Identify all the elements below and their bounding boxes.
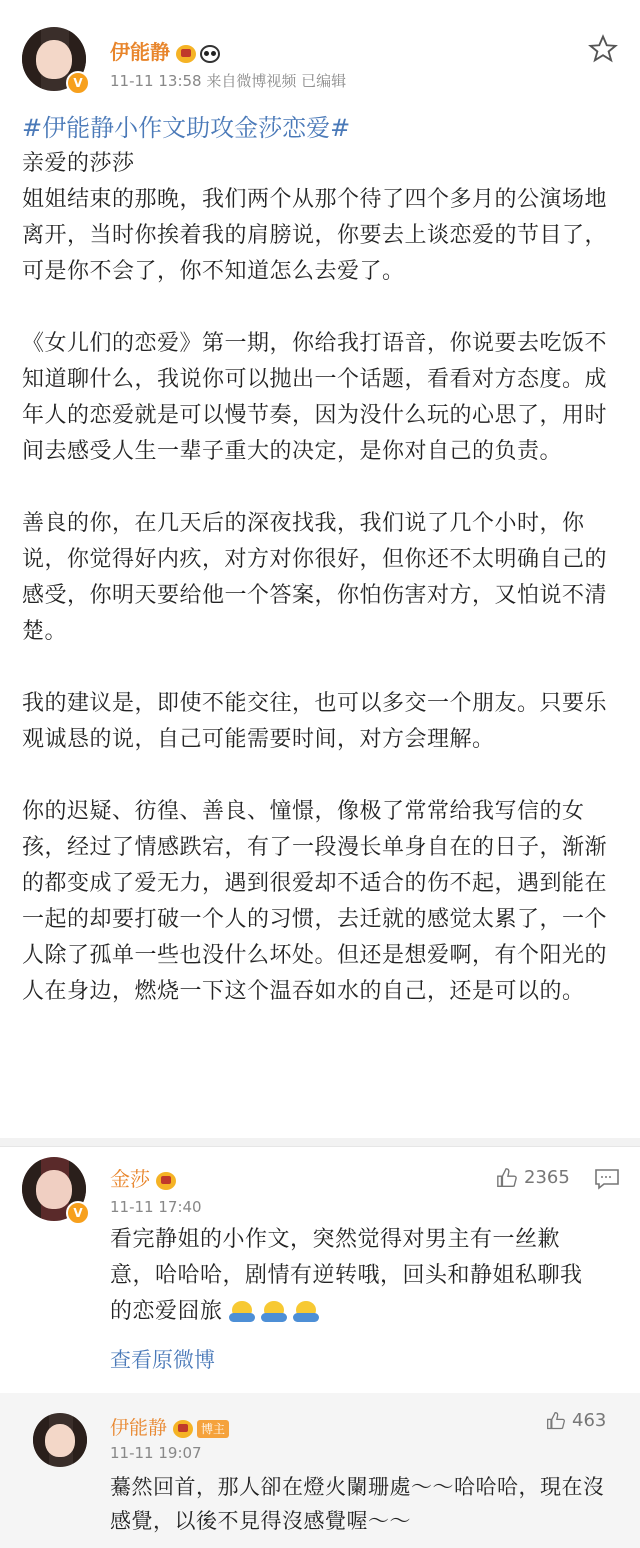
reply-avatar[interactable] xyxy=(33,1413,87,1467)
verified-icon: V xyxy=(66,1201,90,1225)
emoji-icon xyxy=(229,1301,255,1323)
comment-author[interactable] xyxy=(110,1163,176,1192)
reply-author[interactable] xyxy=(110,1413,229,1440)
post-body: 亲爱的莎莎 姐姐结束的那晚，我们两个从那个待了四个多月的公演场地离开，当时你挨着我的肩膀说，你要去上谈恋爱的节目了，可是你不会了，你不知道怎么去爱了。 《女儿们的恋爱》第一期，你给我打语音，你说要去吃饭不知道聊什么，我说你可以抛出一个话题，看看对方态度。成年人的恋爱就是可以慢节奏，因为没什么玩的心思了，用时间去感受人生一辈子重大的决定，是你对自己的负责。 善良的你，在几天后的深夜找我，我们说了几个小时，你说，你觉得好内疚，对方对你很好，但你还不太明确自己的感受，你明天要给他一个答案，你怕伤害对方，又怕说不清楚。 我的建议是，即使不能交往，也可以多交一个朋友。只要乐观诚恳的说，自己可能需要时间，对方会理解。 你的迟疑、彷徨、善良、憧憬，像极了常常给我写信的女孩，经过了情感跌宕，有了一段漫长单身自在的日子，渐渐的都变成了爱无力，遇到很爱却不适合的伤不起，遇到能在一起的却要打破一个人的习惯，去迁就的感觉太累了，一个人除了孤单一些也没什么坏处。但还是想爱啊，有个阳光的人在身边，燃烧一下这个温吞如水的自己，还是可以的。 xyxy=(22,151,608,1004)
emoji-icon xyxy=(261,1301,287,1323)
reply-like-button[interactable] xyxy=(546,1410,606,1431)
comment-time: 11-11 17:40 xyxy=(110,1198,202,1216)
comment-text-content: 看完静姐的小作文，突然觉得对男主有一丝歉意，哈哈哈，剧情有逆转哦，回头和静姐私聊我的恋爱囧旅 xyxy=(110,1227,583,1324)
emoji-icon xyxy=(293,1301,319,1323)
comment-author-name[interactable]: 金莎 xyxy=(110,1167,150,1191)
thumb-up-icon xyxy=(496,1167,518,1189)
reply-like-count: 463 xyxy=(572,1410,607,1431)
reply-author-name[interactable]: 伊能静 xyxy=(110,1417,168,1439)
post-author[interactable] xyxy=(110,36,220,65)
comment-like-count: 2365 xyxy=(524,1167,570,1188)
divider-line xyxy=(0,1146,640,1147)
host-tag: 博主 xyxy=(197,1420,229,1438)
verified-icon: V xyxy=(66,71,90,95)
post-author-name[interactable]: 伊能静 xyxy=(110,40,170,64)
view-original-link[interactable]: 查看原微博 xyxy=(110,1348,215,1372)
post-hashtag[interactable]: #伊能静小作文助攻金莎恋爱# xyxy=(22,114,351,142)
thumb-up-icon xyxy=(546,1411,566,1431)
crown-icon xyxy=(156,1172,176,1190)
post-meta: 11-11 13:58 来自微博视频 已编辑 xyxy=(110,72,347,90)
section-divider xyxy=(0,1138,640,1146)
crown-icon xyxy=(176,45,196,63)
comment-text xyxy=(110,1222,600,1330)
panda-icon xyxy=(200,45,220,63)
star-icon[interactable] xyxy=(588,34,618,64)
reply-icon[interactable] xyxy=(594,1168,620,1190)
post-header xyxy=(0,0,640,100)
reply-text: 驀然回首，那人卻在燈火闌珊處～～哈哈哈，現在沒感覺，以後不見得沒感覺喔～～ xyxy=(110,1475,605,1533)
comment-like-button[interactable] xyxy=(496,1167,570,1189)
reply-time: 11-11 19:07 xyxy=(110,1444,202,1462)
crown-icon xyxy=(173,1420,193,1438)
